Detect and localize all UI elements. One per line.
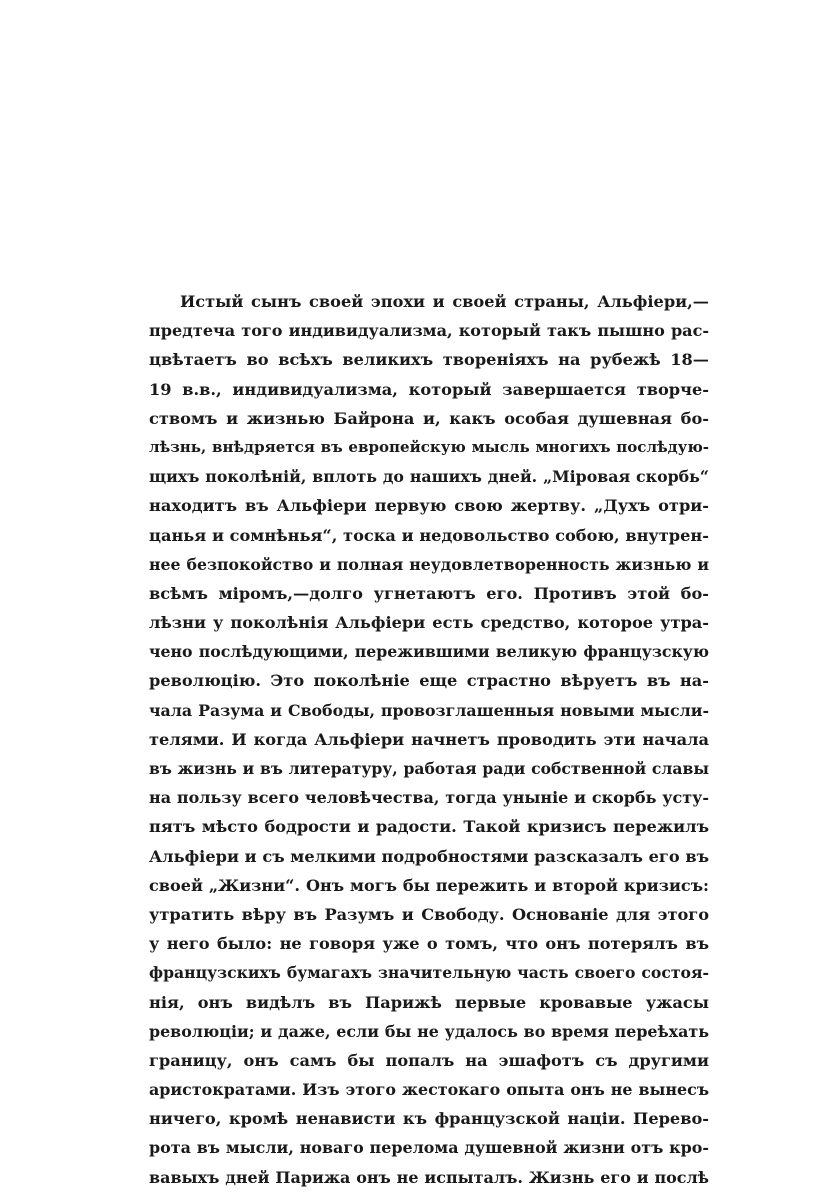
text-line: утратить вѣру въ Разумъ и Свободу. Основанiе для этого (149, 904, 709, 924)
text-line: на пользу всего человѣчества, тогда унынiе и скорбь усту- (149, 788, 709, 808)
text-line: революцiю. Это поколѣнiе еще страстно вѣруетъ въ на- (149, 671, 709, 691)
text-line: лѣзни у поколѣнiя Альфiери есть средство, которое утра- (149, 613, 709, 633)
text-line: 19 в.в., индивидуализма, который завершается творче- (149, 379, 709, 399)
text-line: находитъ въ Альфiери первую свою жертву. „Духъ отри- (149, 496, 709, 516)
text-line: предтеча того индивидуализма, который такъ пышно рас- (149, 321, 709, 341)
text-line: своей „Жизни“. Онъ могъ бы пережить и второй кризисъ: (149, 875, 709, 895)
text-line: Истый сынъ своей эпохи и своей страны, Альфiери,— (180, 292, 709, 311)
text-line: нiя, онъ видѣлъ въ Парижѣ первые кровавые ужасы (149, 992, 709, 1012)
text-line: цанья и сомнѣнья“, тоска и недовольство собою, внутрен- (149, 525, 709, 545)
text-line: ствомъ и жизнью Байрона и, какъ особая душевная бо- (149, 408, 709, 428)
body-text (149, 287, 709, 1192)
text-line: рота въ мысли, новаго перелома душевной жизни отъ кро- (149, 1138, 709, 1158)
text-line: чено послѣдующими, пережившими великую французскую (149, 642, 709, 662)
text-line: нее безпокойство и полная неудовлетворенность жизнью и (149, 554, 709, 574)
text-line: щихъ поколѣнiй, вплоть до нашихъ дней. „Мiровая скорбь“ (149, 467, 709, 487)
text-line: лѣзнь, внѣдряется въ европейскую мысль многихъ послѣдую- (149, 437, 709, 456)
text-line: цвѣтаетъ во всѣхъ великихъ творенiяхъ на рубежѣ 18— (149, 350, 709, 370)
text-line: въ жизнь и въ литературу, работая ради собственной славы (149, 759, 709, 778)
text-line: французскихъ бумагахъ значительную часть своего состоя- (149, 963, 709, 983)
text-line: вавыхъ дней Парижа онъ не испыталъ. Жизнь его и послѣ (149, 1167, 709, 1187)
text-line: чала Разума и Свободы, провозглашенныя новыми мысли- (149, 700, 709, 720)
text-line: Альфiери и съ мелкими подробностями разсказалъ его въ (149, 846, 709, 866)
text-line: ничего, кромѣ ненависти къ французской нацiи. Перево- (149, 1109, 709, 1129)
text-line: пятъ мѣсто бодрости и радости. Такой кризисъ пережилъ (149, 817, 709, 837)
text-line: аристократами. Изъ этого жестокаго опыта онъ не вынесъ (149, 1080, 709, 1100)
text-line: телями. И когда Альфiери начнетъ проводить эти начала (149, 729, 709, 749)
text-line: всѣмъ мiромъ,—долго угнетаютъ его. Противъ этой бо- (149, 583, 709, 603)
text-line: революцiи; и даже, если бы не удалось во время переѣхать (149, 1021, 709, 1041)
text-line: у него было: не говоря уже о томъ, что онъ потерялъ въ (149, 934, 709, 954)
text-line: границу, онъ самъ бы попалъ на эшафотъ съ другими (149, 1050, 709, 1070)
